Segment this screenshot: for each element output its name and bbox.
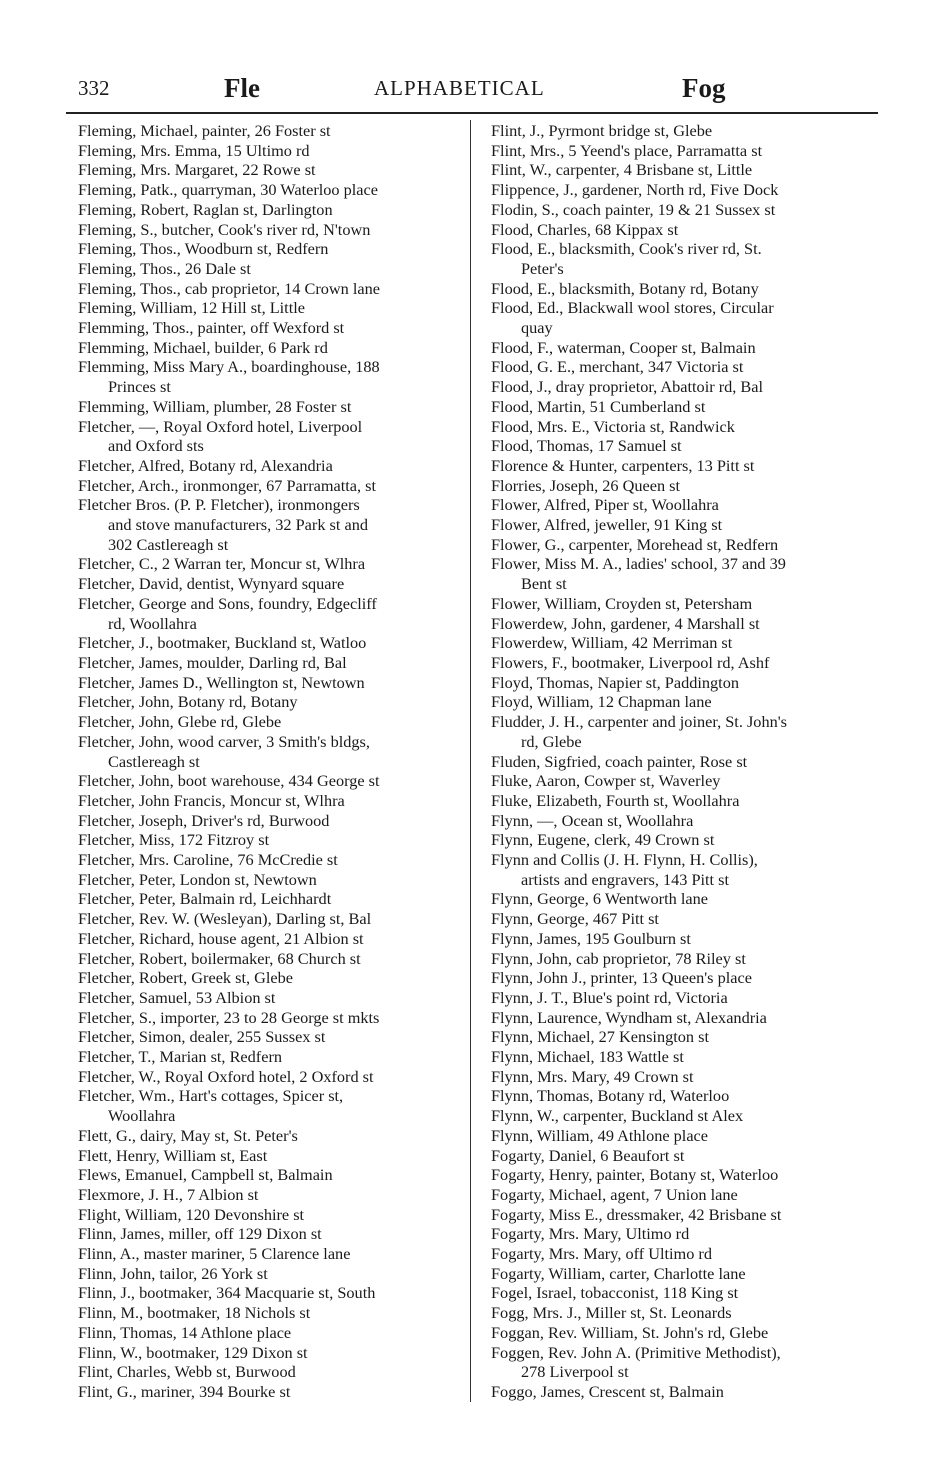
directory-entry: Fleming, William, 12 Hill st, Little <box>78 298 305 318</box>
directory-entry: and stove manufacturers, 32 Park st and <box>108 515 368 535</box>
directory-entry: Flower, Miss M. A., ladies' school, 37 and 39 <box>491 554 786 574</box>
directory-entry: rd, Glebe <box>521 731 582 751</box>
directory-entry: Fluke, Aaron, Cowper st, Waverley <box>491 771 721 791</box>
directory-entry: Fletcher, David, dentist, Wynyard square <box>78 574 345 594</box>
directory-entry: Woollahra <box>108 1106 176 1126</box>
directory-entry: Fletcher Bros. (P. P. Fletcher), ironmongers <box>78 495 360 515</box>
directory-entry: Flood, F., waterman, Cooper st, Balmain <box>491 337 756 357</box>
directory-entry: Fletcher, Mrs. Caroline, 76 McCredie st <box>78 850 338 870</box>
directory-entry: Flower, G., carpenter, Morehead st, Redfern <box>491 534 779 554</box>
directory-entry: artists and engravers, 143 Pitt st <box>521 869 730 889</box>
directory-entry: Fogarty, William, carter, Charlotte lane <box>491 1263 746 1283</box>
directory-entry: Flippence, J., gardener, North rd, Five Dock <box>491 180 779 200</box>
directory-entry: Fletcher, James D., Wellington st, Newtown <box>78 672 365 692</box>
directory-entry: Flynn, Mrs. Mary, 49 Crown st <box>491 1066 694 1086</box>
directory-entry: Fletcher, T., Marian st, Redfern <box>78 1047 283 1067</box>
directory-entry: Flynn, Michael, 27 Kensington st <box>491 1027 709 1047</box>
directory-entry: 302 Castlereagh st <box>108 534 229 554</box>
directory-entry: and Oxford sts <box>108 436 204 456</box>
directory-entry: Fletcher, Robert, boilermaker, 68 Church st <box>78 948 361 968</box>
directory-entry: Flinn, M., bootmaker, 18 Nichols st <box>78 1303 311 1323</box>
directory-entry: Flemming, William, plumber, 28 Foster st <box>78 396 352 416</box>
directory-entry: Flemming, Miss Mary A., boardinghouse, 188 <box>78 357 380 377</box>
directory-entry: Flynn, Michael, 183 Wattle st <box>491 1047 684 1067</box>
directory-entry: Fletcher, Rev. W. (Wesleyan), Darling st, Bal <box>78 909 372 929</box>
directory-entry: Fogarty, Miss E., dressmaker, 42 Brisbane st <box>491 1204 782 1224</box>
directory-entry: Flood, E., blacksmith, Botany rd, Botany <box>491 278 759 298</box>
directory-entry: Florries, Joseph, 26 Queen st <box>491 475 681 495</box>
directory-entry: Flynn, Laurence, Wyndham st, Alexandria <box>491 1007 767 1027</box>
directory-entry: Fletcher, Joseph, Driver's rd, Burwood <box>78 810 330 830</box>
directory-entry: Flett, Henry, William st, East <box>78 1145 268 1165</box>
directory-entry: Flynn and Collis (J. H. Flynn, H. Collis), <box>491 850 758 870</box>
header-rule <box>66 112 878 114</box>
page-header <box>64 74 876 108</box>
directory-entry: Fletcher, John, Glebe rd, Glebe <box>78 712 282 732</box>
directory-entry: Fletcher, Miss, 172 Fitzroy st <box>78 830 270 850</box>
directory-entry: Flinn, John, tailor, 26 York st <box>78 1263 268 1283</box>
left-column <box>64 121 462 1402</box>
directory-entry: Flood, Charles, 68 Kippax st <box>491 219 679 239</box>
directory-entry: Flint, Charles, Webb st, Burwood <box>78 1362 296 1382</box>
directory-entry: Flemming, Thos., painter, off Wexford st <box>78 318 345 338</box>
directory-entry: Flynn, William, 49 Athlone place <box>491 1125 709 1145</box>
directory-entry: Fletcher, C., 2 Warran ter, Moncur st, Wlhra <box>78 554 366 574</box>
directory-entry: Peter's <box>521 258 564 278</box>
directory-entry: Flynn, W., carpenter, Buckland st Alex <box>491 1106 744 1126</box>
directory-entry: Flint, J., Pyrmont bridge st, Glebe <box>491 121 713 140</box>
directory-entry: Flower, Alfred, jeweller, 91 King st <box>491 515 723 535</box>
directory-entry: Princes st <box>108 377 171 397</box>
directory-entry: Fletcher, John, wood carver, 3 Smith's bldgs, <box>78 731 370 751</box>
directory-entry: Flinn, James, miller, off 129 Dixon st <box>78 1224 322 1244</box>
directory-entry: Fletcher, —, Royal Oxford hotel, Liverpool <box>78 416 363 436</box>
directory-entry: 278 Liverpool st <box>521 1362 629 1382</box>
directory-entry: Fogarty, Daniel, 6 Beaufort st <box>491 1145 685 1165</box>
directory-entry: Fletcher, James, moulder, Darling rd, Bal <box>78 652 347 672</box>
directory-entry: Fleming, Mrs. Margaret, 22 Rowe st <box>78 160 316 180</box>
directory-entry: Flint, W., carpenter, 4 Brisbane st, Little <box>491 160 753 180</box>
directory-entry: Fletcher, John, boot warehouse, 434 George st <box>78 771 380 791</box>
directory-entry: Flynn, George, 6 Wentworth lane <box>491 889 708 909</box>
directory-entry: Flews, Emanuel, Campbell st, Balmain <box>78 1165 333 1185</box>
directory-entry: Fleming, Mrs. Emma, 15 Ultimo rd <box>78 140 310 160</box>
directory-entry: Fogarty, Mrs. Mary, Ultimo rd <box>491 1224 690 1244</box>
directory-entry: Flodin, S., coach painter, 19 & 21 Sussex st <box>491 199 776 219</box>
directory-entry: Flint, G., mariner, 394 Bourke st <box>78 1382 291 1401</box>
directory-entry: Fletcher, Alfred, Botany rd, Alexandria <box>78 455 333 475</box>
directory-entry: Fleming, Thos., cab proprietor, 14 Crown lane <box>78 278 381 298</box>
directory-entry: Flynn, George, 467 Pitt st <box>491 909 659 929</box>
directory-entry: Flynn, Eugene, clerk, 49 Crown st <box>491 830 715 850</box>
directory-entry: Fogarty, Mrs. Mary, off Ultimo rd <box>491 1244 712 1264</box>
page-number: 332 <box>78 76 110 100</box>
directory-entry: Flynn, —, Ocean st, Woollahra <box>491 810 694 830</box>
directory-entry: rd, Woollahra <box>108 613 197 633</box>
directory-entry: Flowerdew, William, 42 Merriman st <box>491 633 733 653</box>
directory-entry: Fletcher, John, Botany rd, Botany <box>78 692 298 712</box>
directory-entry: Fleming, Patk., quarryman, 30 Waterloo place <box>78 180 378 200</box>
directory-entry: Flinn, J., bootmaker, 364 Macquarie st, South <box>78 1283 376 1303</box>
directory-entry: Flexmore, J. H., 7 Albion st <box>78 1184 259 1204</box>
guide-word-left: Fle <box>224 73 260 103</box>
directory-entry: Fogel, Israel, tobacconist, 118 King st <box>491 1283 739 1303</box>
directory-entry: Fletcher, Wm., Hart's cottages, Spicer st, <box>78 1086 344 1106</box>
directory-entry: Flinn, W., bootmaker, 129 Dixon st <box>78 1342 308 1362</box>
directory-entry: Flower, William, Croyden st, Petersham <box>491 593 753 613</box>
directory-entry: Fleming, S., butcher, Cook's river rd, N'town <box>78 219 371 239</box>
directory-entry: Flinn, A., master mariner, 5 Clarence lane <box>78 1244 351 1264</box>
directory-entry: Flynn, John, cab proprietor, 78 Riley st <box>491 948 746 968</box>
directory-entry: Fletcher, George and Sons, foundry, Edgecliff <box>78 593 377 613</box>
guide-word-right: Fog <box>682 73 726 103</box>
column-divider <box>470 120 471 1402</box>
directory-entry: Flood, Martin, 51 Cumberland st <box>491 396 706 416</box>
directory-entry: Flynn, James, 195 Goulburn st <box>491 928 691 948</box>
directory-entry: Flood, Thomas, 17 Samuel st <box>491 436 682 456</box>
directory-entry: Fletcher, Peter, London st, Newtown <box>78 869 317 889</box>
directory-entry: Foggen, Rev. John A. (Primitive Methodist), <box>491 1342 781 1362</box>
directory-entry: Fletcher, Arch., ironmonger, 67 Parramatta, st <box>78 475 377 495</box>
right-column <box>477 121 875 1402</box>
directory-entry: Flood, G. E., merchant, 347 Victoria st <box>491 357 744 377</box>
directory-entry: Fletcher, John Francis, Moncur st, Wlhra <box>78 790 345 810</box>
directory-entry: Flowers, F., bootmaker, Liverpool rd, Ashf <box>491 652 770 672</box>
directory-entry: Flower, Alfred, Piper st, Woollahra <box>491 495 719 515</box>
directory-entry: Floyd, William, 12 Chapman lane <box>491 692 712 712</box>
directory-entry: Fleming, Michael, painter, 26 Foster st <box>78 121 331 140</box>
directory-entry: Fogg, Mrs. J., Miller st, St. Leonards <box>491 1303 732 1323</box>
directory-entry: Flint, Mrs., 5 Yeend's place, Parramatta st <box>491 140 763 160</box>
directory-entry: Flood, Mrs. E., Victoria st, Randwick <box>491 416 735 436</box>
directory-entry: Florence & Hunter, carpenters, 13 Pitt st <box>491 455 755 475</box>
directory-entry: Fletcher, Robert, Greek st, Glebe <box>78 968 294 988</box>
directory-entry: Flett, G., dairy, May st, St. Peter's <box>78 1125 298 1145</box>
directory-entry: Flight, William, 120 Devonshire st <box>78 1204 305 1224</box>
directory-entry: Flynn, John J., printer, 13 Queen's place <box>491 968 752 988</box>
directory-entry: Fletcher, Peter, Balmain rd, Leichhardt <box>78 889 332 909</box>
directory-entry: Foggo, James, Crescent st, Balmain <box>491 1382 724 1401</box>
directory-entry: Fleming, Thos., 26 Dale st <box>78 258 251 278</box>
directory-entry: Castlereagh st <box>108 751 200 771</box>
directory-entry: quay <box>521 318 553 338</box>
directory-entry: Fletcher, Simon, dealer, 255 Sussex st <box>78 1027 326 1047</box>
directory-entry: Fleming, Thos., Woodburn st, Redfern <box>78 239 329 259</box>
directory-entry: Fletcher, W., Royal Oxford hotel, 2 Oxford st <box>78 1066 374 1086</box>
directory-entry: Fluden, Sigfried, coach painter, Rose st <box>491 751 748 771</box>
directory-entry: Flemming, Michael, builder, 6 Park rd <box>78 337 328 357</box>
directory-entry: Fogarty, Henry, painter, Botany st, Waterloo <box>491 1165 779 1185</box>
directory-entry: Fludder, J. H., carpenter and joiner, St. John's <box>491 712 787 732</box>
directory-entry: Flynn, J. T., Blue's point rd, Victoria <box>491 987 728 1007</box>
directory-entry: Fogarty, Michael, agent, 7 Union lane <box>491 1184 738 1204</box>
directory-entry: Flood, Ed., Blackwall wool stores, Circular <box>491 298 774 318</box>
directory-entry: Flood, E., blacksmith, Cook's river rd, St. <box>491 239 762 259</box>
directory-entry: Fletcher, S., importer, 23 to 28 George st mkts <box>78 1007 380 1027</box>
directory-entry: Fleming, Robert, Raglan st, Darlington <box>78 199 333 219</box>
directory-entry: Fluke, Elizabeth, Fourth st, Woollahra <box>491 790 740 810</box>
directory-entry: Flowerdew, John, gardener, 4 Marshall st <box>491 613 760 633</box>
directory-entry: Fletcher, Richard, house agent, 21 Albion st <box>78 928 364 948</box>
directory-entry: Flynn, Thomas, Botany rd, Waterloo <box>491 1086 730 1106</box>
directory-entry: Bent st <box>521 574 567 594</box>
directory-entry: Floyd, Thomas, Napier st, Paddington <box>491 672 739 692</box>
directory-entry: Fletcher, J., bootmaker, Buckland st, Watloo <box>78 633 367 653</box>
directory-entry: Foggan, Rev. William, St. John's rd, Glebe <box>491 1322 769 1342</box>
directory-entry: Fletcher, Samuel, 53 Albion st <box>78 987 276 1007</box>
section-title: ALPHABETICAL <box>374 76 545 100</box>
directory-entry: Flood, J., dray proprietor, Abattoir rd, Bal <box>491 377 764 397</box>
directory-entry: Flinn, Thomas, 14 Athlone place <box>78 1322 292 1342</box>
